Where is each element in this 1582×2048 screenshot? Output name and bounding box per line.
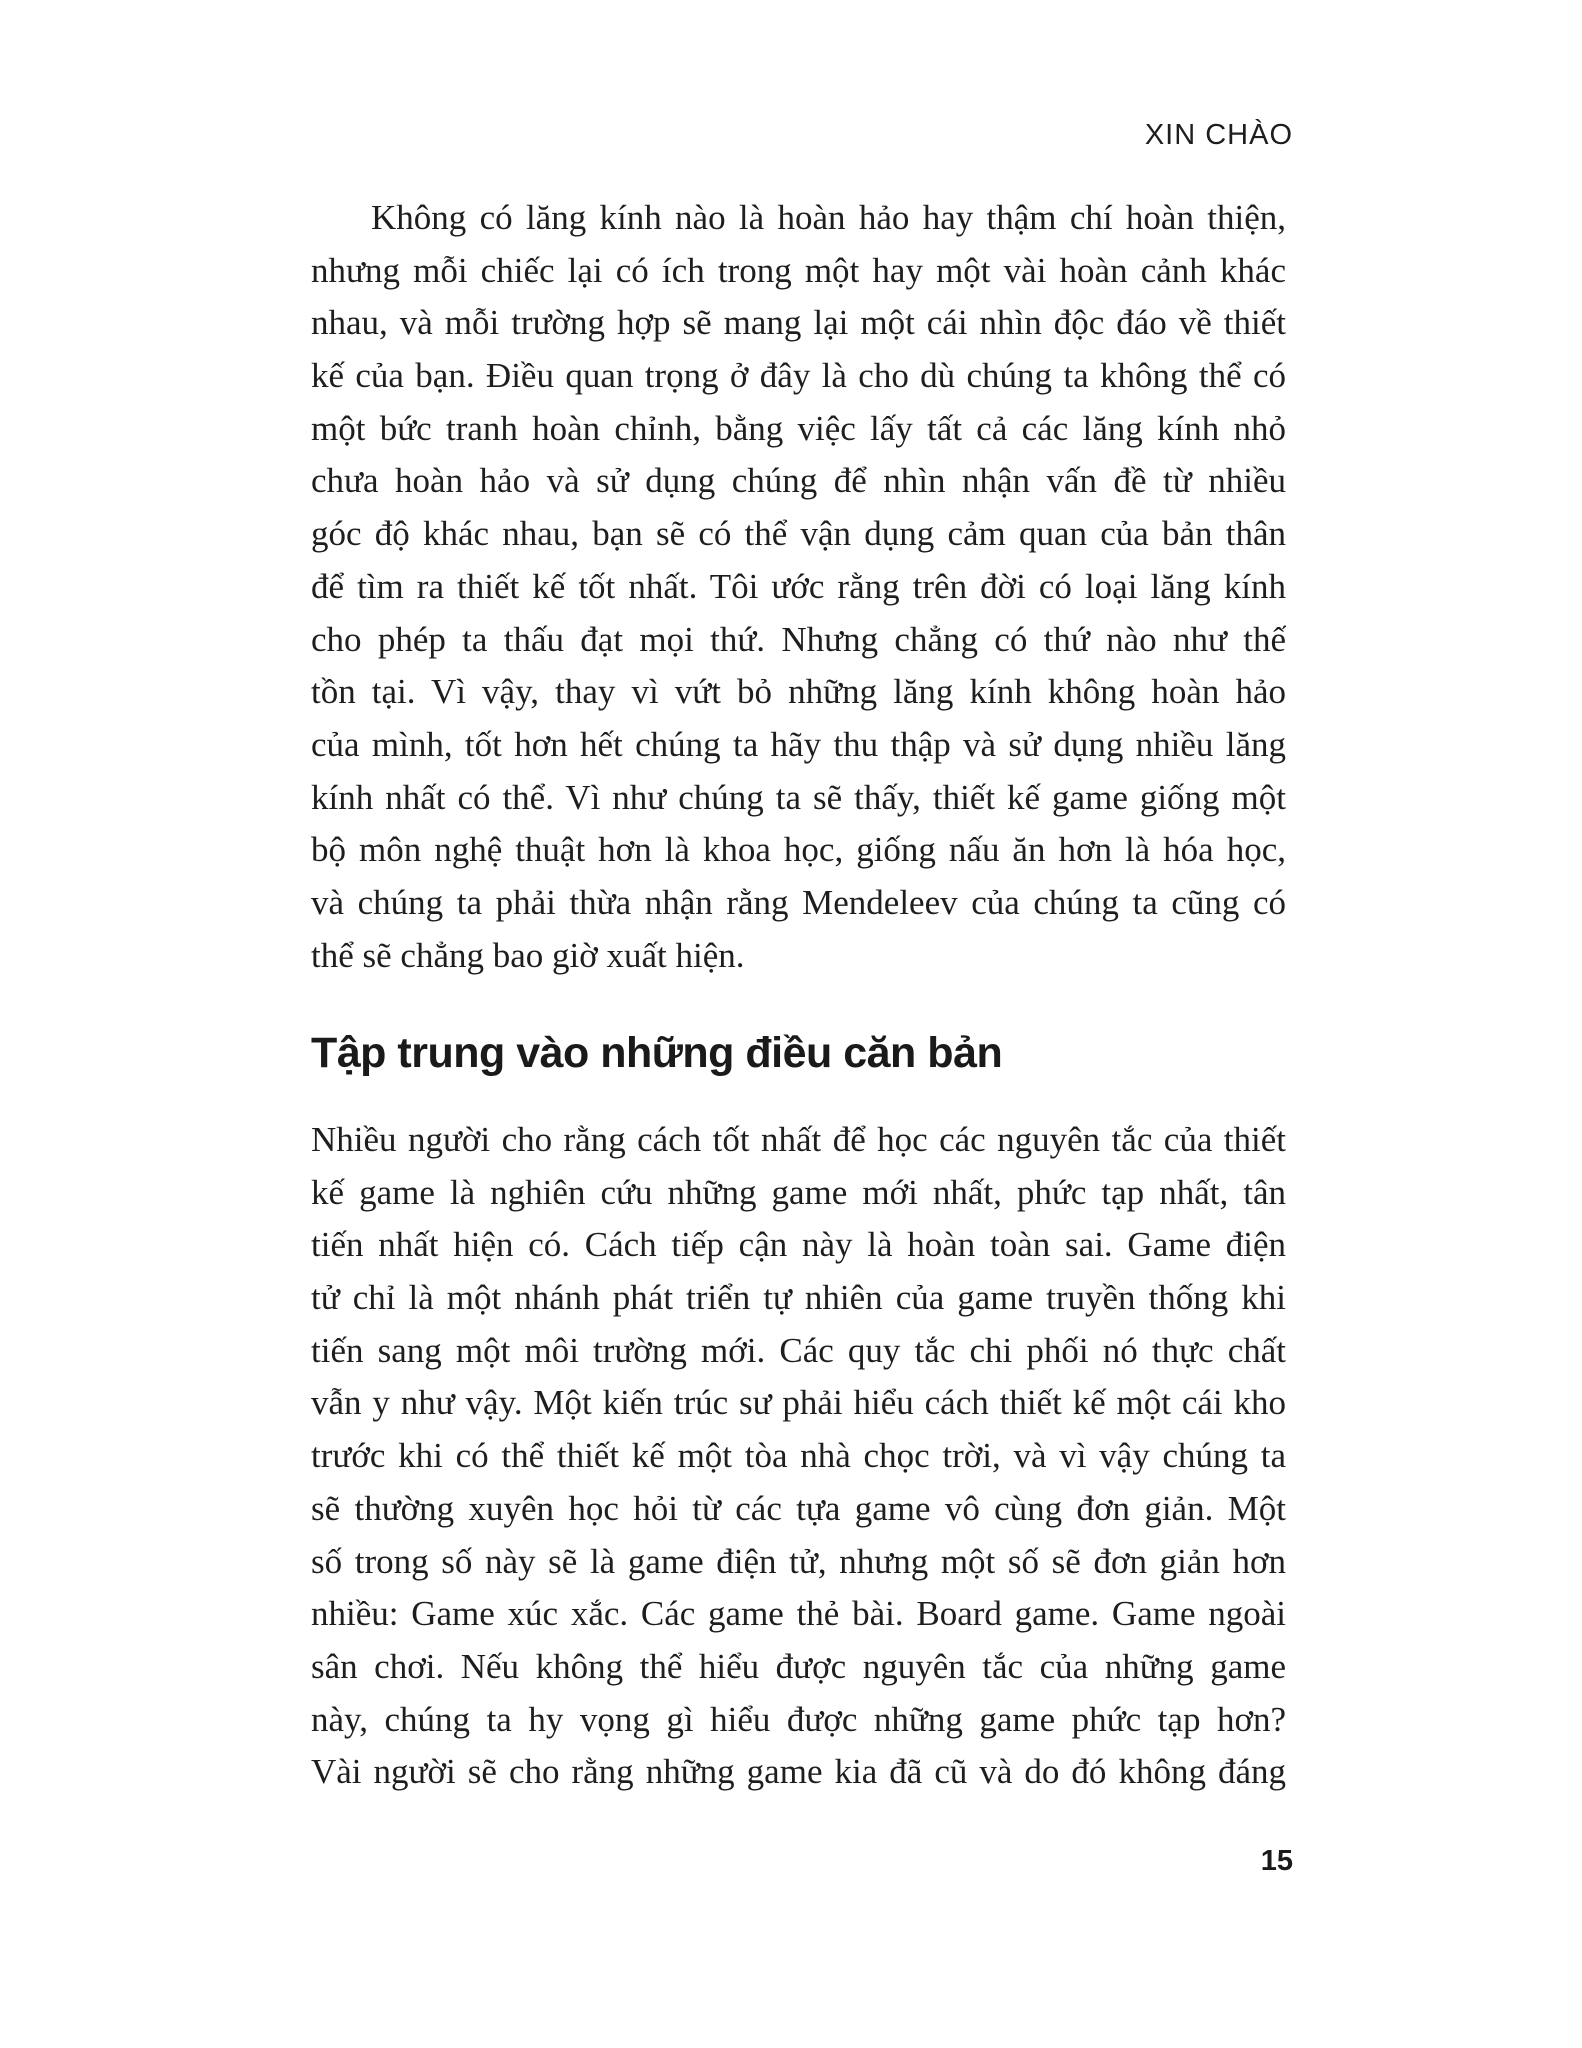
text-line: cho phép ta thấu đạt mọi thứ. Nhưng chẳng có thứ nào như thế: [311, 619, 1286, 659]
text-line: kế của bạn. Điều quan trọng ở đây là cho dù chúng ta không thể có: [311, 356, 1286, 396]
paragraph-1: [311, 192, 1286, 982]
text-line: thể sẽ chẳng bao giờ xuất hiện.: [311, 935, 745, 975]
text-line: vẫn y như vậy. Một kiến trúc sư phải hiểu cách thiết kế một cái kho: [311, 1383, 1286, 1423]
text-line: này, chúng ta hy vọng gì hiểu được những game phức tạp hơn?: [311, 1699, 1286, 1739]
text-line: số trong số này sẽ là game điện tử, nhưng một số sẽ đơn giản hơn: [311, 1541, 1286, 1581]
text-line: kế game là nghiên cứu những game mới nhất, phức tạp nhất, tân: [311, 1172, 1286, 1212]
text-line: một bức tranh hoàn chỉnh, bằng việc lấy tất cả các lăng kính nhỏ: [311, 408, 1286, 448]
section-heading: Tập trung vào những điều căn bản: [311, 1029, 1003, 1077]
text-line: tử chỉ là một nhánh phát triển tự nhiên của game truyền thống khi: [311, 1278, 1286, 1318]
text-line: tiến nhất hiện có. Cách tiếp cận này là hoàn toàn sai. Game điện: [311, 1225, 1286, 1265]
text-line: tiến sang một môi trường mới. Các quy tắc chi phối nó thực chất: [311, 1330, 1286, 1370]
text-line: để tìm ra thiết kế tốt nhất. Tôi ước rằng trên đời có loại lăng kính: [311, 566, 1286, 606]
text-line: tồn tại. Vì vậy, thay vì vứt bỏ những lăng kính không hoàn hảo: [311, 672, 1286, 712]
text-line: của mình, tốt hơn hết chúng ta hãy thu thập và sử dụng nhiều lăng: [311, 724, 1286, 764]
text-line: chưa hoàn hảo và sử dụng chúng để nhìn nhận vấn đề từ nhiều: [311, 461, 1286, 501]
page-number: 15: [1260, 1845, 1293, 1877]
text-line: nhau, và mỗi trường hợp sẽ mang lại một cái nhìn độc đáo về thiết: [311, 303, 1286, 343]
text-line: bộ môn nghệ thuật hơn là khoa học, giống nấu ăn hơn là hóa học,: [311, 830, 1286, 870]
text-line: nhiều: Game xúc xắc. Các game thẻ bài. Board game. Game ngoài: [311, 1594, 1286, 1634]
text-line: nhưng mỗi chiếc lại có ích trong một hay một vài hoàn cảnh khác: [311, 250, 1286, 290]
paragraph-2: [311, 1114, 1286, 1799]
text-line: Không có lăng kính nào là hoàn hảo hay thậm chí hoàn thiện,: [371, 198, 1286, 237]
text-line: sẽ thường xuyên học hỏi từ các tựa game vô cùng đơn giản. Một: [311, 1488, 1286, 1528]
text-line: Nhiều người cho rằng cách tốt nhất để học các nguyên tắc của thiết: [311, 1120, 1286, 1159]
text-line: kính nhất có thể. Vì như chúng ta sẽ thấy, thiết kế game giống một: [311, 777, 1286, 817]
text-line: góc độ khác nhau, bạn sẽ có thể vận dụng cảm quan của bản thân: [311, 514, 1286, 554]
running-header: XIN CHÀO: [1144, 119, 1293, 151]
text-line: và chúng ta phải thừa nhận rằng Mendeleev của chúng ta cũng có: [311, 882, 1286, 922]
text-line: sân chơi. Nếu không thể hiểu được nguyên tắc của những game: [311, 1646, 1286, 1686]
text-line: Vài người sẽ cho rằng những game kia đã cũ và do đó không đáng: [311, 1752, 1286, 1792]
text-line: trước khi có thể thiết kế một tòa nhà chọc trời, và vì vậy chúng ta: [311, 1436, 1286, 1476]
